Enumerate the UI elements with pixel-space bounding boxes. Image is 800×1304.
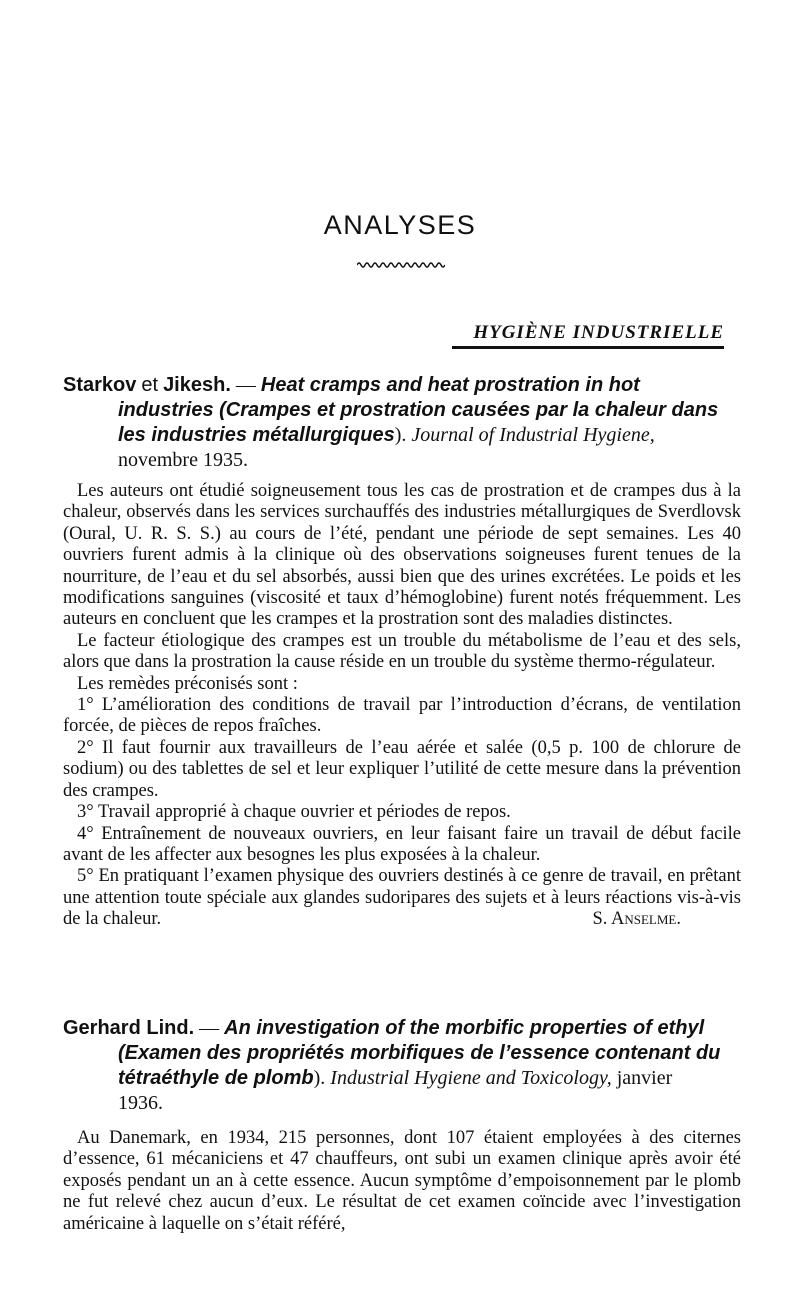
entry-header-1 <box>63 373 741 473</box>
page-title: ANALYSES <box>323 210 477 240</box>
signature: S. Anselme. <box>592 909 681 930</box>
entry-title-line: (Examen des propriétés morbifiques de l’essence contenant du <box>118 1042 721 1064</box>
body-paragraph: 2° Il faut fournir aux travailleurs de l’eau aérée et salée (0,5 p. 100 de chlorure de sodium) ou des tablettes de sel et leur expliquer l’utilité de cette mesure dans la prévention des crampes. <box>63 737 741 801</box>
entry-connector: et <box>141 374 159 396</box>
entry-dash: — <box>199 1017 220 1039</box>
entry-title-line: tétraéthyle de plomb <box>118 1067 314 1089</box>
body-paragraph: Les remèdes préconisés sont : <box>77 673 298 694</box>
ornament-divider <box>357 260 445 270</box>
body-paragraph: 4° Entraînement de nouveaux ouvriers, en leur faisant faire un travail de début facile avant de les affecter aux besognes les plus exposées à la chaleur. <box>63 823 741 865</box>
entry-title-line: industries (Crampes et prostration causées par la chaleur dans <box>118 399 719 421</box>
entry-title-close: ). <box>394 424 412 446</box>
entry-coauthor: Jikesh. <box>163 374 231 396</box>
body-paragraph <box>63 866 741 930</box>
section-heading: HYGIÈNE INDUSTRIELLE <box>473 322 724 343</box>
body-paragraph: Les auteurs ont étudié soigneusement tous les cas de prostration et de crampes dus à la chaleur, observés dans les services surchauffés des industries métallurgiques de Sverdlovsk (Oural, U. R. S. S.) au cours de l’été, pendant une période de sept semaines. Les 40 ouvriers furent admis à la clinique où des observations soigneuses furent tenues de la nourriture, de l’eau et du sel absorbés, aussi bien que des urines excrétées. Le poids et les modifications sanguines (viscosité et taux d’hémoglobine) furent notés fréquemment. Les auteurs en concluent que les crampes et la prostration sont des maladies distinctes. <box>63 481 741 630</box>
entry-body-1 <box>63 481 741 931</box>
body-paragraph: 3° Travail approprié à chaque ouvrier et périodes de repos. <box>77 802 511 823</box>
entry-title-line: An investigation of the morbific properties of ethyl <box>224 1017 705 1039</box>
entry-date: 1936. <box>118 1092 163 1114</box>
body-paragraph: Au Danemark, en 1934, 215 personnes, dont 107 étaient employées à des citernes d’essence, 61 mécaniciens et 47 chauffeurs, ont subi un examen clinique après avoir été exposés pendant un an à cette essence. Aucun symptôme d’empoisonnement par le plomb ne fut relevé chez aucun d’eux. Le résultat de cet examen coïncide avec l’investigation américaine à laquelle on s’était référé, <box>63 1128 741 1234</box>
entry-title-close: ). <box>313 1067 331 1089</box>
section-rule <box>452 346 724 349</box>
entry-title-line: Heat cramps and heat prostration in hot <box>260 374 640 396</box>
entry-dash: — <box>235 374 256 396</box>
body-paragraph: 1° L’amélioration des conditions de travail par l’introduction d’écrans, de ventilation forcée, de pièces de repos fraîches. <box>63 695 741 737</box>
entry-header-2 <box>63 1016 741 1116</box>
body-paragraph: Le facteur étiologique des crampes est un trouble du métabolisme de l’eau et des sels, alors que dans la prostration la cause réside en un trouble du système thermo-régulateur. <box>63 630 741 673</box>
entry-journal: Industrial Hygiene and Toxicology, <box>330 1067 612 1089</box>
entry-author: Gerhard Lind. <box>63 1017 195 1039</box>
entry-author: Starkov <box>63 374 137 396</box>
entry-title-line: les industries métallurgiques <box>118 424 395 446</box>
entry-body-2 <box>63 1128 741 1235</box>
entry-journal: Journal of Industrial Hygiene, <box>411 424 655 446</box>
entry-date: novembre 1935. <box>118 449 248 471</box>
body-paragraph-text: 5° En pratiquant l’examen physique des ouvriers destinés à ce genre de travail, en prêtant une attention toute spéciale aux glandes sudoripares des sujets et à leurs réactions vis-à-vis de la chaleur. <box>63 866 741 930</box>
entry-date-inline: janvier <box>616 1067 673 1089</box>
